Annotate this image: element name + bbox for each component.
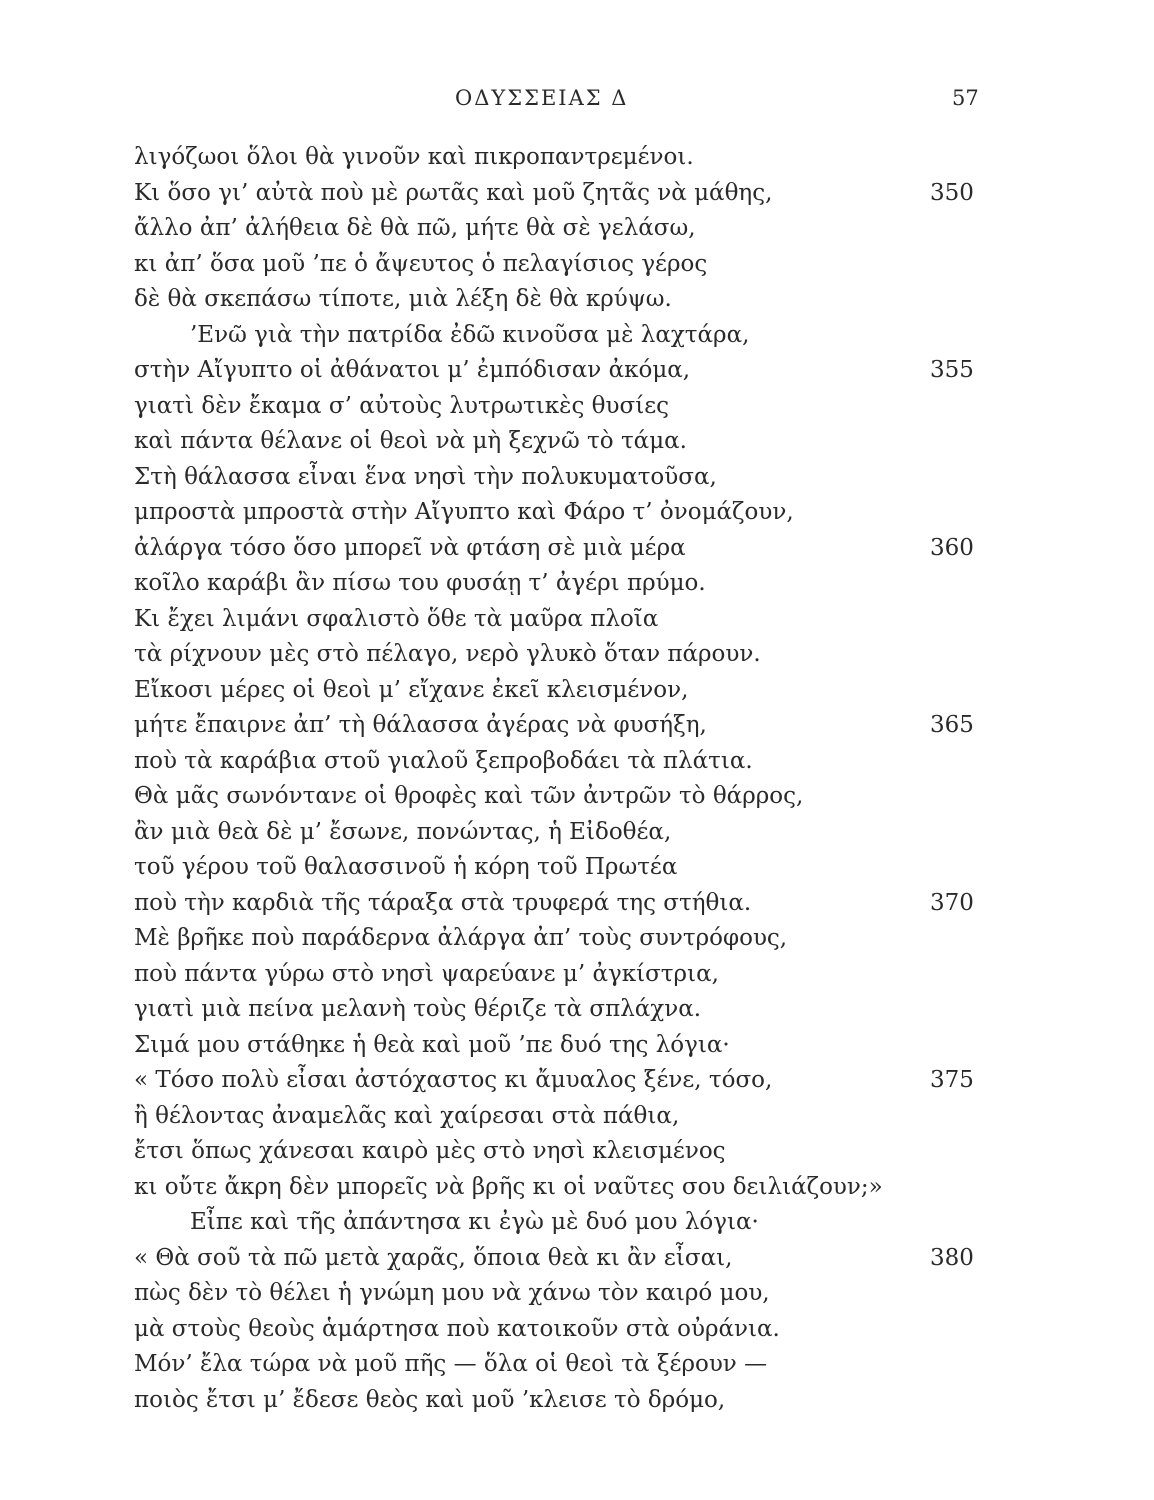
verse-line — [0, 140, 1154, 176]
verse-line — [0, 850, 1154, 886]
verse-line-text: λιγόζωοι ὅλοι θὰ γινοῦν καὶ πικροπαντρεμένοι. — [134, 144, 694, 170]
verse-line-text: Θὰ μᾶς σωνόντανε οἱ θροφὲς καὶ τῶν ἀντρῶν τὸ θάρρος, — [134, 783, 804, 809]
verse-line-text: γιατὶ δὲν ἔκαμα σ’ αὐτοὺς λυτρωτικὲς θυσίες — [134, 392, 670, 419]
verse-line-text: κι ἀπ’ ὅσα μοῦ ’πε ὁ ἄψευτος ὁ πελαγίσιος γέρος — [134, 250, 708, 277]
verse-line — [0, 1241, 1154, 1277]
verse-line-text: κοῖλο καράβι ἂν πίσω του φυσάῃ τ’ ἀγέρι πρύμο. — [134, 570, 706, 596]
verse-line-text: στὴν Αἴγυπτο οἱ ἀθάνατοι μ’ ἐμπόδισαν ἀκόμα, — [134, 357, 691, 383]
line-number: 360 — [930, 534, 974, 561]
verse-line — [0, 815, 1154, 851]
verse-line-text: ποὺ τὴν καρδιὰ τῆς τάραξα στὰ τρυφερά της στήθια. — [134, 889, 752, 916]
verse-line-text: ποὺ πάντα γύρω στὸ νησὶ ψαρεύανε μ’ ἀγκίστρια, — [134, 960, 719, 987]
verse-line-text: ’Ενῶ γιὰ τὴν πατρίδα ἐδῶ κινοῦσα μὲ λαχτάρα, — [190, 321, 750, 348]
verse-line — [0, 1312, 1154, 1348]
verse-line-text: ἢ θέλοντας ἀναμελᾶς καὶ χαίρεσαι στὰ πάθια, — [134, 1102, 680, 1129]
verse-line — [0, 1099, 1154, 1135]
line-number: 365 — [930, 712, 974, 738]
verse-line-text: μὰ στοὺς θεοὺς ἁμάρτησα ποὺ κατοικοῦν στὰ οὐράνια. — [134, 1315, 780, 1342]
verse-line-text: πὼς δὲν τὸ θέλει ἡ γνώμη μου νὰ χάνω τὸν καιρό μου, — [134, 1280, 770, 1306]
verse-line-text: μπροστὰ μπροστὰ στὴν Αἴγυπτο καὶ Φάρο τ’ ὀνομάζουν, — [134, 499, 794, 525]
verse-line-text: Εἶπε καὶ τῆς ἀπάντησα κι ἐγὼ μὲ δυό μου λόγια· — [190, 1209, 759, 1235]
verse-line — [0, 1347, 1154, 1383]
verse-line-text: τὰ ρίχνουν μὲς στὸ πέλαγο, νερὸ γλυκὸ ὅταν πάρουν. — [134, 641, 761, 667]
verse-line-text: Σιμά μου στάθηκε ἡ θεὰ καὶ μοῦ ’πε δυό της λόγια· — [134, 1031, 730, 1058]
verse-line — [0, 957, 1154, 993]
verse-line — [0, 424, 1154, 460]
verse-line-text: « Τόσο πολὺ εἶσαι ἀστόχαστος κι ἄμυαλος ξένε, τόσο, — [134, 1067, 773, 1093]
verse-line-text: τοῦ γέρου τοῦ θαλασσινοῦ ἡ κόρη τοῦ Πρωτέα — [134, 854, 678, 880]
verse-line — [0, 708, 1154, 744]
line-number: 355 — [930, 357, 974, 383]
verse-line — [0, 531, 1154, 567]
verse-line-text: Μὲ βρῆκε ποὺ παράδερνα ἀλάργα ἀπ’ τοὺς συντρόφους, — [134, 925, 788, 951]
line-number: 380 — [930, 1244, 974, 1271]
running-header — [0, 86, 1154, 116]
verse-line — [0, 282, 1154, 318]
verse-line — [0, 744, 1154, 780]
verse-line — [0, 211, 1154, 247]
verse-line — [0, 353, 1154, 389]
line-number: 375 — [930, 1067, 974, 1093]
line-number: 350 — [930, 179, 974, 206]
verse-line-text: Κι ὅσο γι’ αὐτὰ ποὺ μὲ ρωτᾶς καὶ μοῦ ζητᾶς νὰ μάθης, — [134, 179, 773, 206]
verse-line-text: Κι ἔχει λιμάνι σφαλιστὸ ὅθε τὰ μαῦρα πλοῖα — [134, 605, 659, 632]
verse-line-text: ποιὸς ἔτσι μ’ ἔδεσε θεὸς καὶ μοῦ ’κλεισε τὸ δρόμο, — [134, 1386, 726, 1413]
verse-line — [0, 247, 1154, 283]
verse-line — [0, 566, 1154, 602]
verse-line-text: ἔτσι ὅπως χάνεσαι καιρὸ μὲς στὸ νησὶ κλεισμένος — [134, 1138, 726, 1164]
verse-line — [0, 1063, 1154, 1099]
verse-line — [0, 602, 1154, 638]
verse-line — [0, 389, 1154, 425]
running-title: ΟΔΥΣΣΕΙΑΣ Δ — [455, 86, 629, 110]
verse-line — [0, 779, 1154, 815]
verse-line — [0, 460, 1154, 496]
verse-line — [0, 1383, 1154, 1419]
verse-line — [0, 318, 1154, 354]
verse-line — [0, 673, 1154, 709]
verse-line — [0, 637, 1154, 673]
verse-line — [0, 176, 1154, 212]
line-number: 370 — [930, 889, 974, 916]
verse-line-text: ἂν μιὰ θεὰ δὲ μ’ ἔσωνε, πονώντας, ἡ Εἰδοθέα, — [134, 818, 672, 845]
verse-line — [0, 1134, 1154, 1170]
verse-line-text: ἀλάργα τόσο ὅσο μπορεῖ νὰ φτάση σὲ μιὰ μέρα — [134, 534, 686, 561]
verse-line — [0, 495, 1154, 531]
verse-line — [0, 921, 1154, 957]
verse-line-text: ἄλλο ἀπ’ ἀλήθεια δὲ θὰ πῶ, μήτε θὰ σὲ γελάσω, — [134, 215, 696, 241]
verse-line-text: γιατὶ μιὰ πείνα μελανὴ τοὺς θέριζε τὰ σπλάχνα. — [134, 996, 702, 1022]
page-number: 57 — [952, 86, 979, 110]
verse-line-text: ποὺ τὰ καράβια στοῦ γιαλοῦ ξεπροβοδάει τὰ πλάτια. — [134, 747, 753, 774]
verse-line-text: κι οὔτε ἄκρη δὲν μπορεῖς νὰ βρῆς κι οἱ ναῦτες σου δειλιάζουν;» — [134, 1173, 883, 1200]
verse-line — [0, 1028, 1154, 1064]
verse-line — [0, 1170, 1154, 1206]
verse-line-text: δὲ θὰ σκεπάσω τίποτε, μιὰ λέξη δὲ θὰ κρύψω. — [134, 286, 672, 312]
verse-line-text: καὶ πάντα θέλανε οἱ θεοὶ νὰ μὴ ξεχνῶ τὸ τάμα. — [134, 428, 687, 454]
verse-line — [0, 992, 1154, 1028]
verse-line — [0, 1205, 1154, 1241]
verse-block — [0, 140, 1154, 1418]
verse-line — [0, 886, 1154, 922]
verse-line-text: Στὴ θάλασσα εἶναι ἕνα νησὶ τὴν πολυκυματοῦσα, — [134, 463, 717, 490]
verse-line-text: « Θὰ σοῦ τὰ πῶ μετὰ χαρᾶς, ὅποια θεὰ κι ἂν εἶσαι, — [134, 1244, 733, 1271]
verse-line-text: μήτε ἔπαιρνε ἀπ’ τὴ θάλασσα ἀγέρας νὰ φυσήξη, — [134, 712, 707, 738]
verse-line — [0, 1276, 1154, 1312]
verse-line-text: Εἴκοσι μέρες οἱ θεοὶ μ’ εἴχανε ἐκεῖ κλεισμένον, — [134, 676, 689, 703]
verse-line-text: Μόν’ ἔλα τώρα νὰ μοῦ πῆς — ὅλα οἱ θεοὶ τὰ ξέρουν — — [134, 1351, 768, 1377]
